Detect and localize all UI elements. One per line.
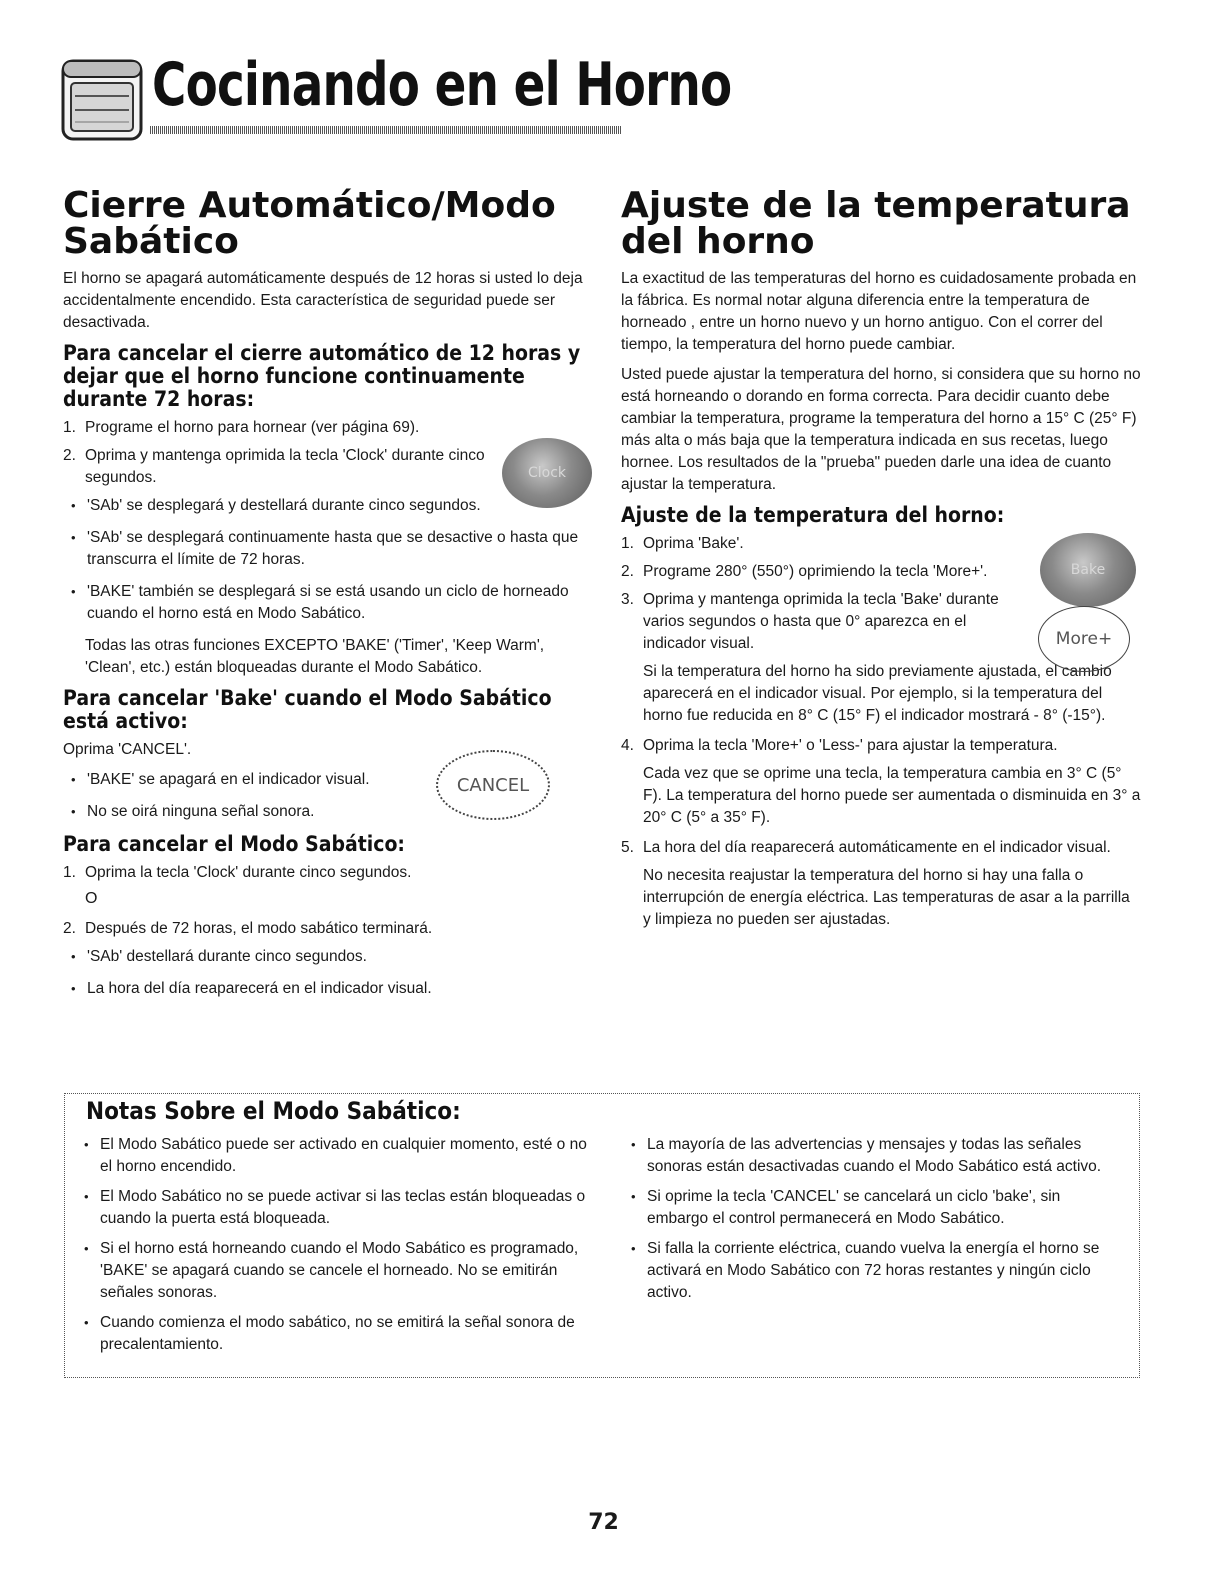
or-separator: O	[85, 890, 98, 907]
page-number: 72	[588, 1510, 619, 1535]
bullet-list	[623, 1134, 1123, 1304]
subheading-cancel-auto-off: Para cancelar el cierre automático de 12 horas y dejar que el horno funcione continuamente durante 72 horas:	[63, 341, 581, 411]
locked-functions-note: Todas las otras funciones EXCEPTO 'BAKE' ('Timer', 'Keep Warm', 'Clean', etc.) están bloqueadas durante el Modo Sabático.	[85, 637, 545, 676]
list-item: • 'SAb' destellará durante cinco segundos.	[63, 946, 588, 968]
clock-key-icon: Clock	[502, 438, 592, 508]
intro-paragraph: El horno se apagará automáticamente después de 12 horas si usted lo deja accidentalmente encendido. Esta característica de seguridad puede ser desactivada.	[63, 270, 583, 331]
list-item: 4. Oprima la tecla 'More+' o 'Less-' para ajustar la temperatura.	[621, 737, 1058, 754]
list-item: 1. Programe el horno para hornear (ver página 69).	[63, 419, 420, 436]
cancel-key-icon: CANCEL	[436, 750, 550, 820]
list-item: 2. Después de 72 horas, el modo sabático terminará.	[63, 920, 433, 937]
subheading-cancel-bake: Para cancelar 'Bake' cuando el Modo Sabático está activo:	[63, 686, 552, 733]
title-underline	[150, 126, 622, 134]
bullet-list	[63, 495, 588, 625]
bake-key-icon: Bake	[1040, 533, 1136, 607]
list-item: • 'SAb' se desplegará continuamente hasta que se desactive o hasta que transcurra el límite de 72 horas.	[63, 527, 588, 571]
bullet-list	[63, 946, 588, 1000]
list-item: 1. Oprima 'Bake'.	[621, 535, 744, 552]
more-key-icon: More+	[1038, 606, 1130, 672]
intro-paragraph: Usted puede ajustar la temperatura del horno, si considera que su horno no está horneando o dorando en forma correcta. Para decidir cuanto debe cambiar la temperatura, programe la temperatura del horno a 15° C (25° F) más alta o más baja que la temperatura indicada en sus recetas, luego hornee. Los resultados de la "prueba" pueden darle una idea de cuanto ajustar la temperatura.	[621, 366, 1141, 493]
steps-list	[63, 862, 588, 884]
notes-right-column	[623, 1134, 1123, 1312]
notes-left-column	[76, 1134, 596, 1364]
list-item: • 'BAKE' se apagará en el indicador visual.	[63, 769, 588, 791]
subheading-cancel-sabbath: Para cancelar el Modo Sabático:	[63, 832, 405, 856]
list-item: • Cuando comienza el modo sabático, no se emitirá la señal sonora de precalentamiento.	[76, 1312, 596, 1356]
list-item: • Si falla la corriente eléctrica, cuando vuelva la energía el horno se activará en Modo Sabático con 72 horas restantes y ningún ciclo activo.	[623, 1238, 1123, 1304]
list-item: 5. La hora del día reaparecerá automáticamente en el indicador visual.	[621, 839, 1111, 856]
list-item: • No se oirá ninguna señal sonora.	[63, 801, 588, 823]
section-title-temperature: Ajuste de la temperatura del horno	[621, 185, 1131, 262]
step-note: Cada vez que se oprime una tecla, la temperatura cambia en 3° C (5° F). La temperatura del horno puede ser aumentada o disminuida en 3° a 20° C (5° a 35° F).	[643, 765, 1141, 826]
list-item: • 'SAb' se desplegará y destellará durante cinco segundos.	[63, 495, 588, 517]
list-item: 1. Oprima la tecla 'Clock' durante cinco segundos.	[63, 864, 412, 881]
section-title-sabbath: Cierre Automático/Modo Sabático	[63, 185, 556, 262]
steps-list	[621, 837, 1141, 859]
subheading-adjust-temp: Ajuste de la temperatura del horno:	[621, 503, 1005, 527]
page-title: Cocinando en el Horno	[152, 50, 732, 120]
left-column	[63, 185, 588, 1010]
list-item: • El Modo Sabático no se puede activar si las teclas están bloqueadas o cuando la puerta está bloqueada.	[76, 1186, 596, 1230]
bullet-list	[76, 1134, 596, 1356]
list-item: 3. Oprima y mantenga oprimida la tecla 'Bake' durante varios segundos o hasta que 0° aparezca en el indicador visual.	[621, 591, 999, 652]
steps-list	[621, 735, 1141, 757]
list-item: 2. Oprima y mantenga oprimida la tecla 'Clock' durante cinco segundos.	[63, 447, 485, 486]
cancel-instruction: Oprima 'CANCEL'.	[63, 741, 192, 758]
list-item: • 'BAKE' también se desplegará si se está usando un ciclo de horneado cuando el horno está en Modo Sabático.	[63, 581, 588, 625]
oven-icon	[60, 58, 144, 142]
list-item: • La hora del día reaparecerá en el indicador visual.	[63, 978, 588, 1000]
intro-paragraph: La exactitud de las temperaturas del horno es cuidadosamente probada en la fábrica. Es normal notar alguna diferencia entre la temperatura de horneado , entre un horno nuevo y un horno antiguo. Con el correr del tiempo, la temperatura del horno puede cambiar.	[621, 270, 1137, 353]
steps-list	[63, 918, 588, 940]
list-item: • Si oprime la tecla 'CANCEL' se cancelará un ciclo 'bake', sin embargo el control permanecerá en Modo Sabático.	[623, 1186, 1123, 1230]
step-note: No necesita reajustar la temperatura del horno si hay una falla o interrupción de energía eléctrica. Las temperaturas de asar a la parrilla y limpieza no pueden ser ajustadas.	[643, 867, 1130, 928]
list-item: • Si el horno está horneando cuando el Modo Sabático es programado, 'BAKE' se apagará cuando se cancele el horneado. No se emitirán señales sonoras.	[76, 1238, 596, 1304]
list-item: • La mayoría de las advertencias y mensajes y todas las señales sonoras están desactivadas cuando el Modo Sabático está activo.	[623, 1134, 1123, 1178]
step-note: Si la temperatura del horno ha sido previamente ajustada, el cambio aparecerá en el indicador visual. Por ejemplo, si la temperatura del horno fue reducida en 8° C (15° F) el indicador mostrará - 8° (-15°).	[643, 663, 1112, 724]
list-item: • El Modo Sabático puede ser activado en cualquier momento, esté o no el horno encendido.	[76, 1134, 596, 1178]
notes-title: Notas Sobre el Modo Sabático:	[86, 1097, 461, 1125]
list-item: 2. Programe 280° (550°) oprimiendo la tecla 'More+'.	[621, 563, 988, 580]
